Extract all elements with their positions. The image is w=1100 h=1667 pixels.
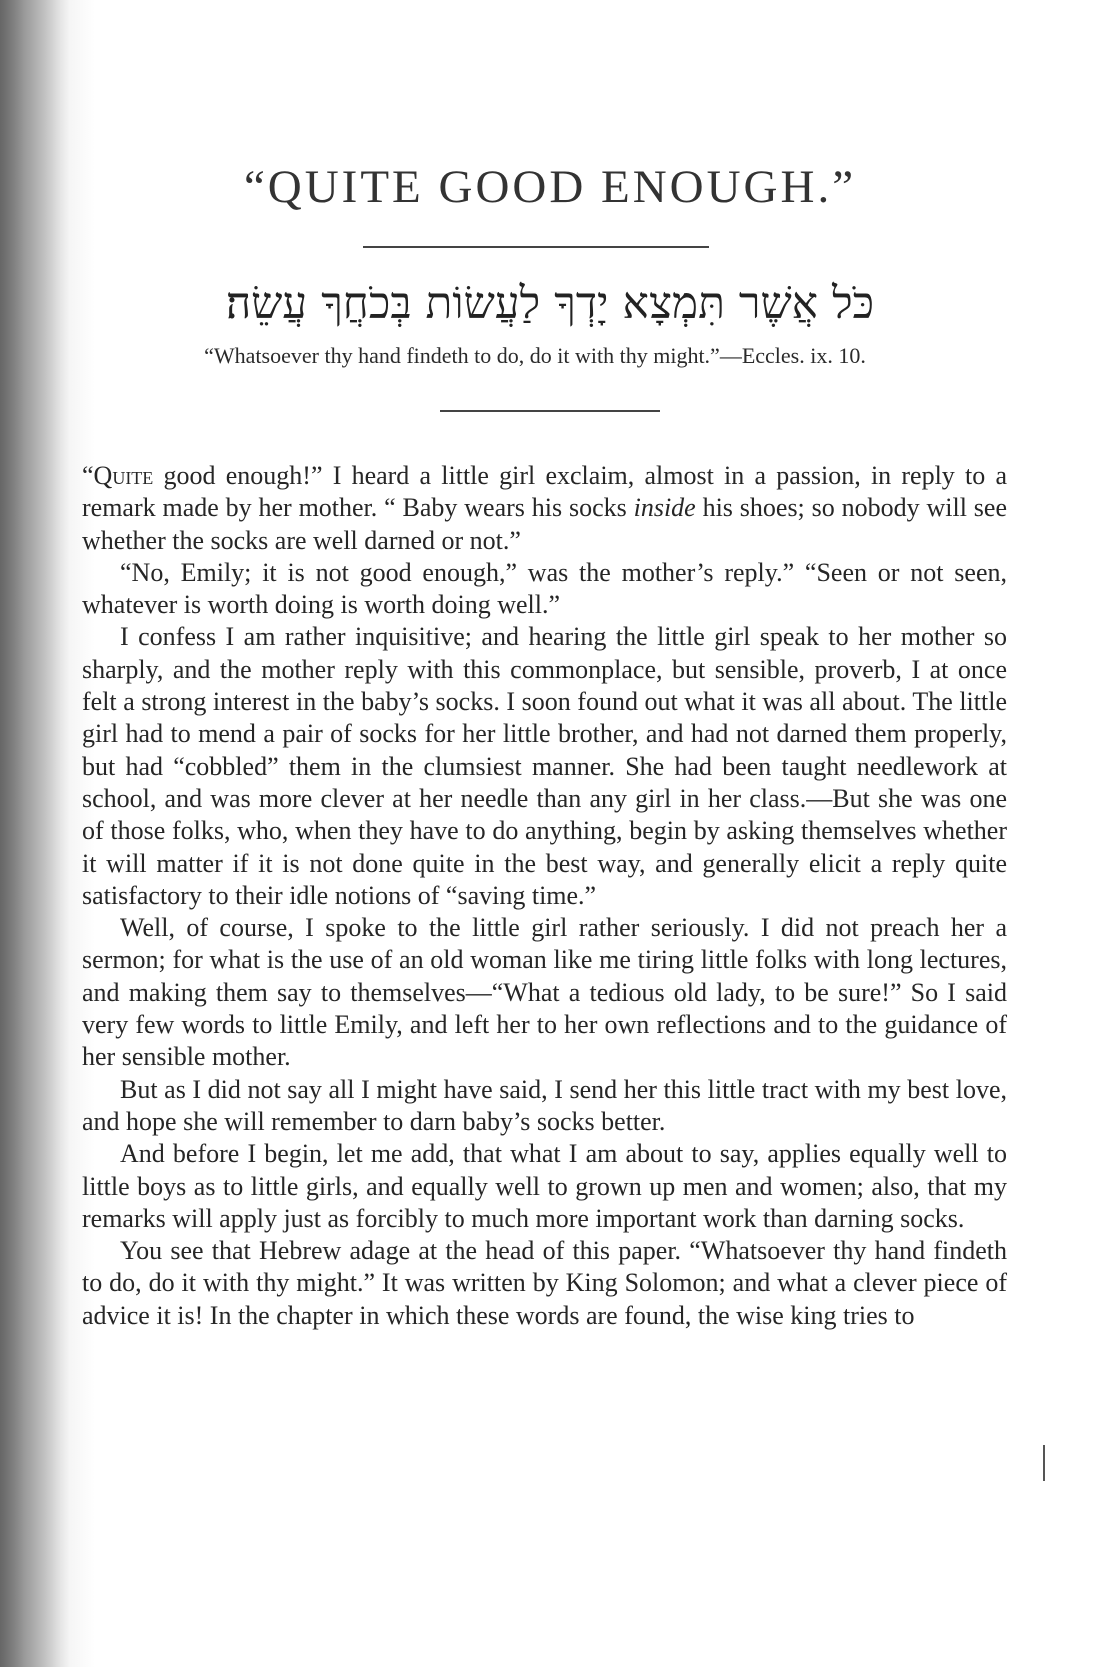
hebrew-epigraph: כֹּל אֲשֶׁר תִּמְצָא יָדְךָ לַעֲשׂוֹת בְּכֹחֲךָ עֲשֵׂה׃	[225, 278, 875, 329]
paragraph-7: You see that Hebrew adage at the head of this paper. “Whatsoever thy hand findeth to do, do it with thy might.” It was written by King Solomon; and what a clever piece of advice it is! In the chapter in which these words are found, the wise king tries to	[82, 1236, 1007, 1330]
paragraph-4: Well, of course, I spoke to the little girl rather seriously. I did not preach her a sermon; for what is the use of an old woman like me tiring little folks with long lectures, and making them say to themselves—“What a tedious old lady, to be sure!” So I said very few words to little Emily, and left her to her own reflections and to the guidance of her sensible mother.	[82, 913, 1007, 1072]
paragraph-2: “No, Emily; it is not good enough,” was the mother’s reply.” “Seen or not seen, whatever is worth doing is worth doing well.”	[82, 557, 1007, 620]
paragraph-3: I confess I am rather inquisitive; and hearing the little girl speak to her mother so sharply, and the mother reply with this commonplace, but sensible, proverb, I at once felt a strong interest in the baby’s socks. I soon found out what it was all about. The little girl had to mend a pair of socks for her little brother, and had not darned them properly, but had “cobbled” them in the clumsiest manner. She had been taught needlework at school, and was more clever at her needle than any girl in her class.—But she was one of those folks, who, when they have to do anything, begin by asking themselves whether it will matter if it is not done quite in the best way, and generally elicit a reply quite satisfactory to their idle notions of “saving time.”	[82, 622, 1007, 910]
paragraph-5: But as I did not say all I might have said, I send her this little tract with my best love, and hope she will remember to darn baby’s socks better.	[82, 1074, 1007, 1136]
emphasis: inside	[633, 493, 696, 523]
drop-lead: “Quite	[82, 461, 154, 490]
paragraph-1-tail: his shoes; so nobody will see whether the socks are well darned or not.”	[82, 493, 1007, 555]
title-rule	[363, 246, 709, 248]
paragraph-1-text: good enough!” I heard a little girl exclaim, almost in a passion, in reply to a remark made by her mother. “ Baby wears his socks	[82, 461, 1007, 523]
paragraph-6: And before I begin, let me add, that what I am about to say, applies equally well to little boys as to little girls, and equally well to grown up men and women; also, that my remarks will apply just as forcibly to much more important work than darning socks.	[82, 1139, 1007, 1233]
section-rule	[440, 410, 660, 412]
epigraph-translation: “Whatsoever thy hand findeth to do, do it with thy might.”—Eccles. ix. 10.	[204, 343, 866, 368]
page-title: “QUITE GOOD ENOUGH.”	[243, 161, 857, 213]
gutter-shadow	[0, 0, 70, 1667]
body-text	[82, 460, 1007, 1332]
paragraph-1	[82, 460, 1007, 557]
margin-pencil-mark	[1043, 1445, 1045, 1481]
